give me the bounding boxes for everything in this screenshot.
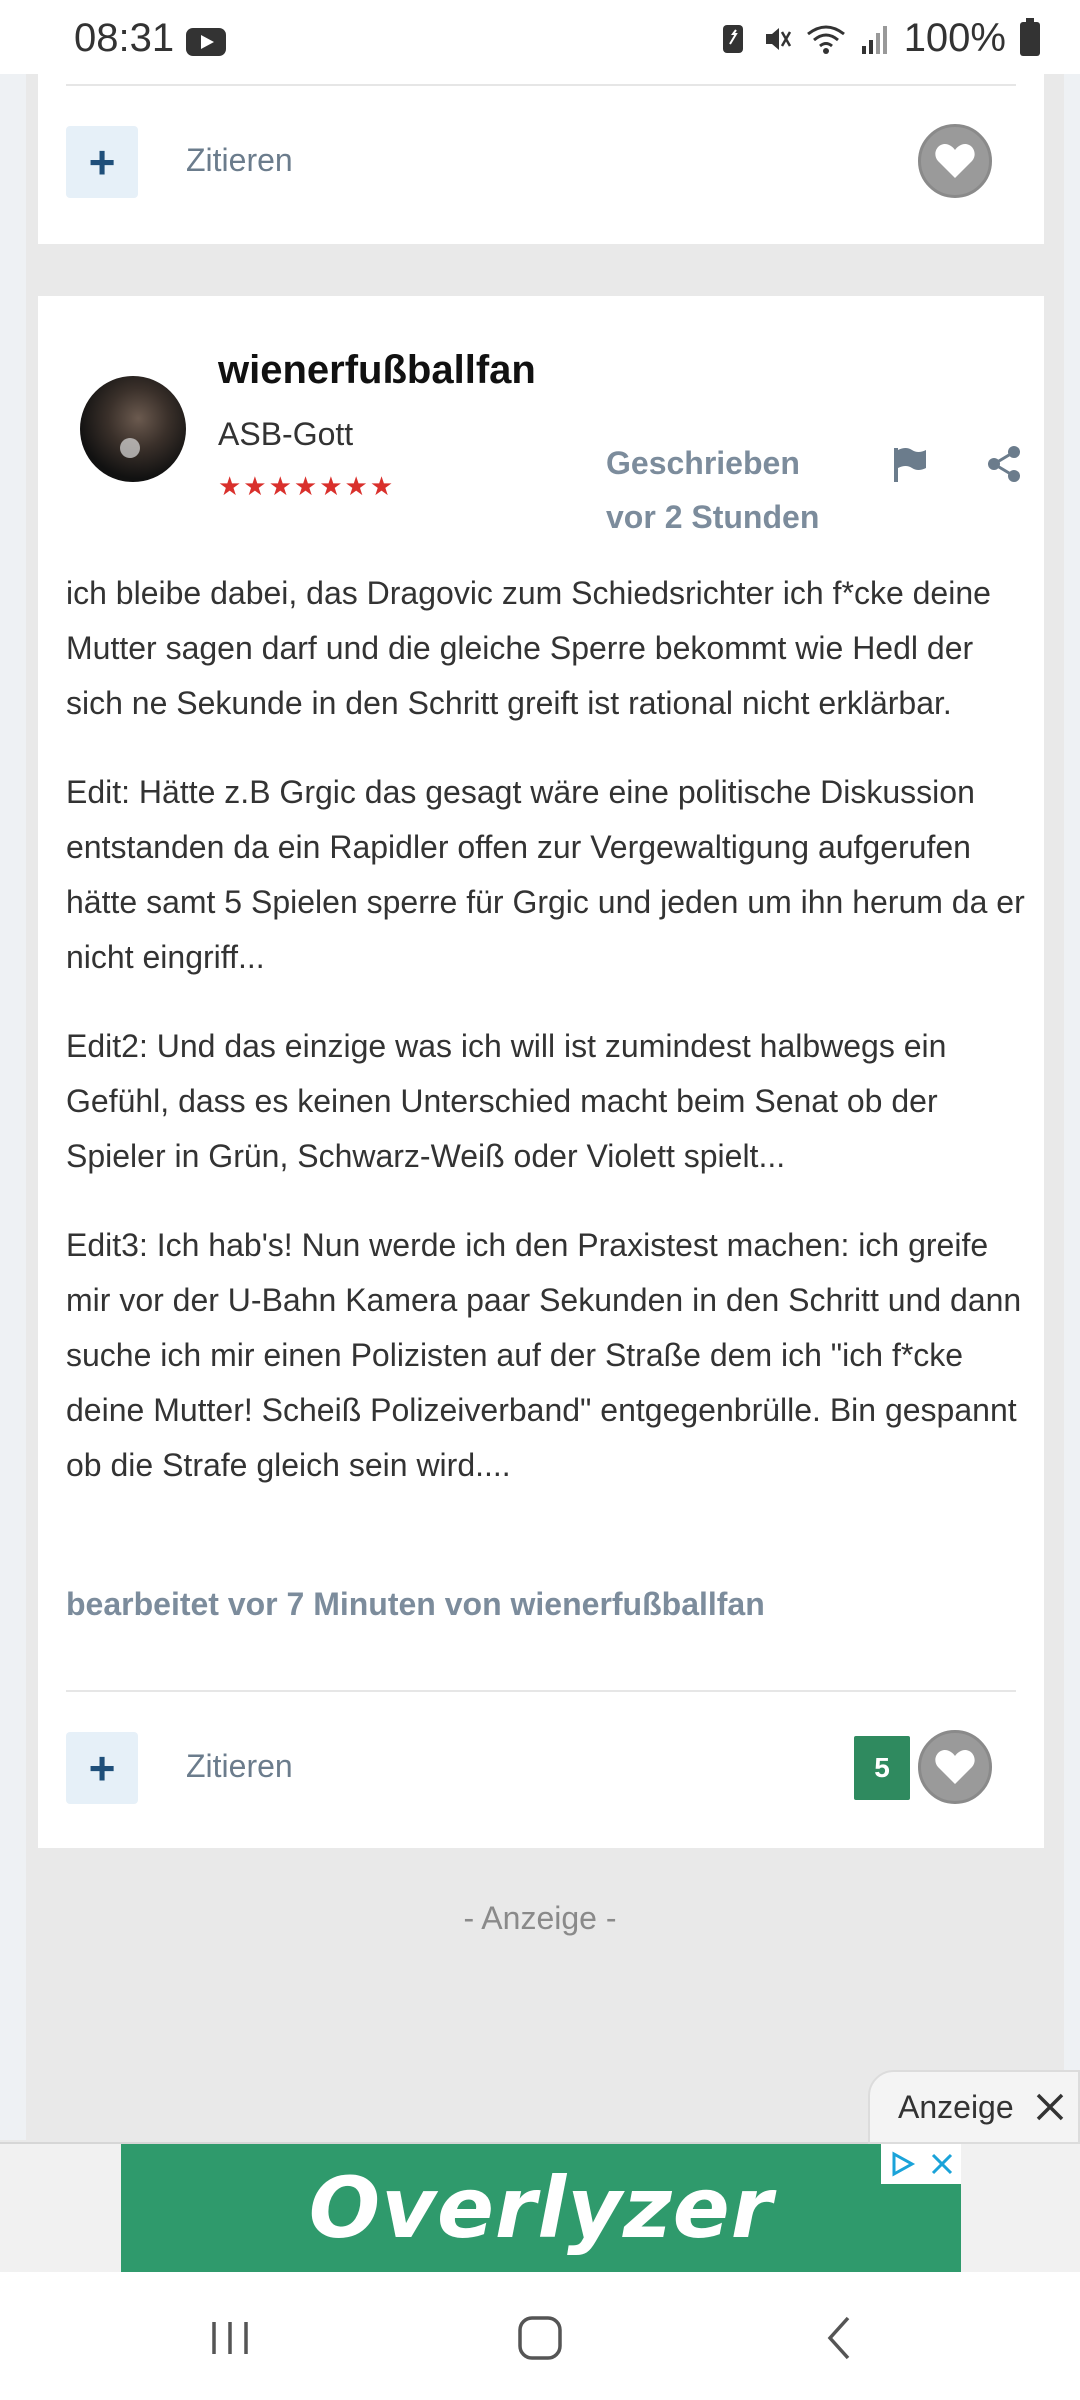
like-button[interactable]: [918, 1730, 992, 1804]
like-count-badge[interactable]: 5: [854, 1736, 910, 1800]
ad-banner[interactable]: [121, 2144, 961, 2272]
system-nav-bar: [0, 2272, 1080, 2400]
posted-time: vor 2 Stunden: [606, 499, 820, 535]
ad-close-pill[interactable]: [868, 2070, 1080, 2144]
posted-label: Geschrieben: [606, 445, 800, 481]
battery-percent: 100%: [903, 16, 1006, 60]
ad-pill-label: Anzeige: [898, 2088, 1014, 2125]
battery-saver-icon: [718, 22, 748, 56]
multiquote-add-button[interactable]: [66, 1732, 138, 1804]
post-paragraph: Edit2: Und das einzige was ich will ist zumindest halbwegs ein Gefühl, dass es keinen Unterschied macht beim Senat ob der Spieler in Grün, Schwarz-Weiß oder Violett spielt...: [66, 1028, 947, 1174]
ad-brand-logo: Overlyzer: [308, 2159, 774, 2257]
quote-link[interactable]: Zitieren: [186, 142, 293, 178]
signal-icon: [860, 22, 890, 56]
author-name[interactable]: wienerfußballfan: [218, 348, 536, 392]
back-icon[interactable]: [810, 2308, 870, 2368]
status-icons: [718, 16, 1040, 61]
edited-note: bearbeitet vor 7 Minuten von wienerfußballfan: [66, 1586, 765, 1622]
adchoices-play-icon[interactable]: [888, 2150, 916, 2178]
recent-apps-icon[interactable]: [200, 2308, 260, 2368]
post-card: [38, 296, 1044, 1848]
flag-icon[interactable]: [890, 444, 930, 484]
page-margin-right: [1064, 74, 1080, 2140]
divider: [66, 1690, 1016, 1692]
wifi-icon: [806, 22, 846, 56]
ad-close-icon[interactable]: [929, 2151, 955, 2177]
plus-icon: +: [88, 136, 116, 188]
post-paragraph: Edit3: Ich hab's! Nun werde ich den Praxistest machen: ich greife mir vor der U-Bahn Kamera paar Sekunden in den Schritt und dann suche ich mir einen Polizisten auf der Straße dem ich "ich f*cke deine Mutter! Scheiß Polizeiverband" entgegenbrülle. Bin gespannt ob die Strafe gleich sein wird....: [66, 1227, 1022, 1483]
like-button[interactable]: [918, 124, 992, 198]
close-icon[interactable]: [1034, 2091, 1066, 2123]
post-paragraph: Edit: Hätte z.B Grgic das gesagt wäre eine politische Diskussion entstanden da ein Rapidler offen zur Vergewaltigung aufgerufen hätte samt 5 Spielen sperre für Grgic und jeden um ihn herum da er nicht eingriff...: [66, 774, 1025, 975]
author-rank: ASB-Gott: [218, 416, 354, 452]
status-time: 08:31: [74, 16, 175, 60]
multiquote-add-button[interactable]: [66, 126, 138, 198]
previous-post-card: [38, 74, 1044, 244]
post-timestamp[interactable]: [606, 436, 836, 544]
share-icon[interactable]: [984, 444, 1024, 484]
status-bar: [0, 0, 1080, 74]
battery-icon: [1020, 22, 1040, 56]
home-icon[interactable]: [510, 2308, 570, 2368]
ad-label: - Anzeige -: [463, 1900, 617, 1936]
youtube-notification-icon: [186, 28, 226, 56]
post-paragraph: ich bleibe dabei, das Dragovic zum Schiedsrichter ich f*cke deine Mutter sagen darf und die gleiche Sperre bekommt wie Hedl der sich ne Sekunde in den Schritt greift ist rational nicht erklärbar.: [66, 575, 991, 721]
rank-stars: ★★★★★★★: [218, 471, 396, 501]
quote-link[interactable]: Zitieren: [186, 1748, 293, 1784]
avatar[interactable]: [80, 376, 186, 482]
divider: [66, 84, 1016, 86]
page-margin-left: [0, 74, 26, 2140]
plus-icon: +: [88, 1742, 116, 1794]
mute-icon: [762, 22, 792, 56]
heart-icon: [934, 1748, 976, 1786]
post-body: [66, 566, 1026, 1527]
heart-icon: [934, 142, 976, 180]
ad-choices[interactable]: [881, 2144, 961, 2184]
